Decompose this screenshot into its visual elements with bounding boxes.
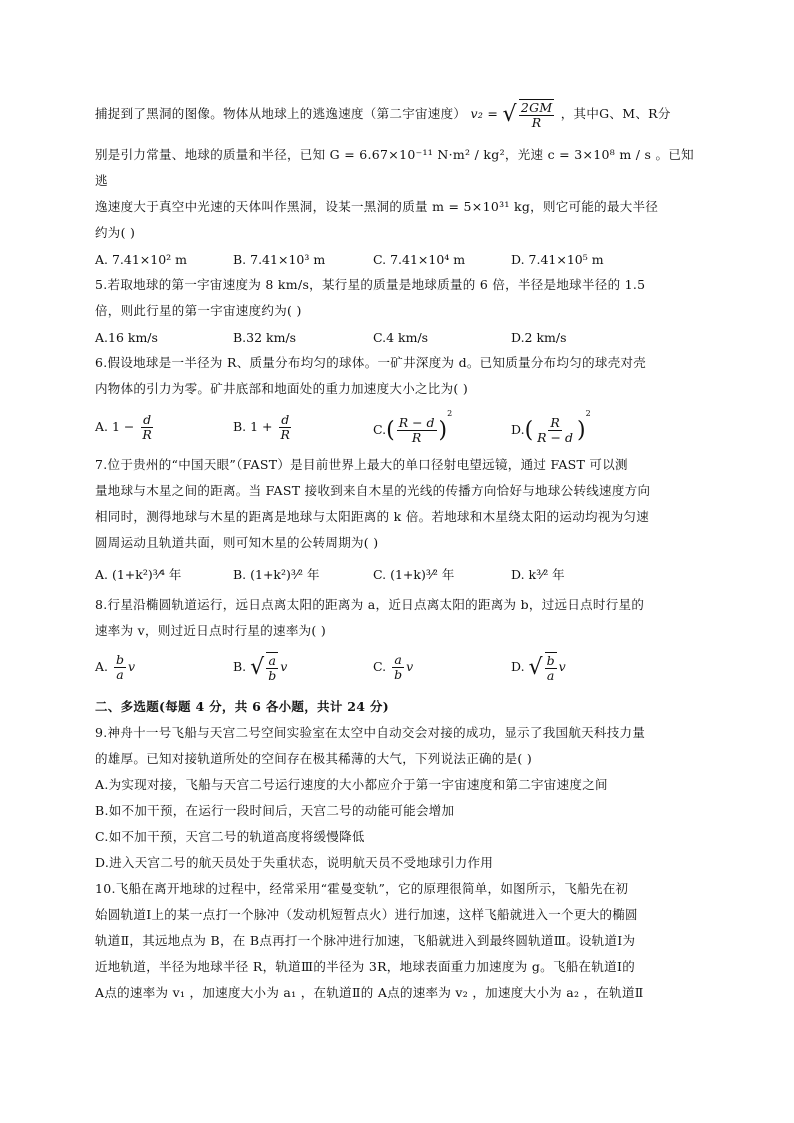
option-d[interactable]: D.2 km/s (511, 329, 567, 345)
q9-stem-line2: 的雄厚。已知对接轨道所处的空间存在极其稀薄的大气，下列说法正确的是( ) (95, 751, 533, 766)
var-v: v (280, 658, 288, 674)
q10-stem-line1: 10.飞船在离开地球的过程中，经常采用“霍曼变轨”，它的原理很简单，如图所示，飞船先在初 (95, 881, 629, 896)
exponent: 2 (447, 409, 453, 418)
q4-stem-line3: 逸速度大于真空中光速的天体叫作黑洞，设某一黑洞的质量 m = 5×10³¹ kg，则它可能的最大半径 (95, 199, 659, 214)
numerator: d (143, 411, 152, 427)
sqrt-formula: √ $\frac{2GM}{R}$ (502, 100, 553, 130)
q8-options (95, 644, 700, 690)
q6-stem-line1: 6.假设地球是一半径为 R、质量分布均匀的球体。一矿井深度为 d。已知质量分布均匀的球壳对壳 (95, 355, 647, 370)
option-d[interactable]: D. 7.41×10⁵ m (511, 251, 604, 267)
option-prefix: B. 1 + (233, 418, 273, 434)
section-heading: 二、多选题(每题 4 分，共 6 各小题，共计 24 分) (95, 699, 389, 714)
text: 捕捉到了黑洞的图像。物体从地球上的逃逸速度（第二宇宙速度） (95, 106, 467, 121)
numerator: d (281, 411, 290, 427)
q10-stem-line3: 轨道Ⅱ，其远地点为 B，在 B点再打一个脉冲进行加速，飞船就进入到最终圆轨道Ⅲ。设轨道Ⅰ为 (95, 933, 636, 948)
option-b[interactable]: B. √ $\frac{a}{b}$ v (233, 652, 288, 683)
numerator: b (116, 651, 125, 667)
q5-stem-line1: 5.若取地球的第一宇宙速度为 8 km/s，某行星的质量是地球质量的 6 倍，半径是地球半径的 1.5 (95, 277, 646, 292)
q5-stem-line2: 倍，则此行星的第一宇宙速度约为( ) (95, 303, 302, 318)
q6-options (95, 402, 700, 452)
formula-numerator: 2GM (520, 100, 553, 115)
option-d[interactable]: D.( $\frac{R}{R - d}$ )$^2$ (511, 409, 591, 445)
q7-stem-line2: 量地球与木星之间的距离。当 FAST 接收到来自木星的光线的传播方向恰好与地球公转线速度方向 (95, 483, 651, 498)
option-prefix: A. 1 − (95, 418, 135, 434)
option-c[interactable]: C. 7.41×10⁴ m (373, 251, 466, 267)
option-prefix: D. (511, 658, 525, 674)
option-b[interactable] (233, 413, 373, 442)
text: ，其中G、M、R分 (560, 106, 671, 121)
q4-options (95, 246, 700, 272)
denominator: R (411, 430, 422, 445)
denominator: b (268, 667, 277, 683)
q5-options (95, 324, 700, 350)
q8-stem-line1: 8.行星沿椭圆轨道运行，远日点离太阳的距离为 a，近日点离太阳的距离为 b，过远日点时行星的 (95, 597, 645, 612)
numerator: R − d (398, 415, 435, 430)
var-v: v (128, 658, 136, 674)
q9-option-d[interactable]: D.进入天宫二号的航天员处于失重状态，说明航天员不受地球引力作用 (95, 855, 494, 870)
option-a[interactable]: A.16 km/s (95, 329, 158, 345)
option-a[interactable] (95, 413, 233, 442)
denominator: R − d (537, 430, 573, 445)
option-prefix: C. (373, 658, 387, 674)
q7-stem-line1: 7.位于贵州的“中国天眼”（FAST）是目前世界上最大的单口径射电望远镜，通过 FAST 可以测 (95, 457, 628, 472)
q4-stem-line2: 别是引力常量、地球的质量和半径，已知 G = 6.67×10⁻¹¹ N·m² / kg²，光速 c = 3×10⁸ m / s 。已知逃 (95, 147, 694, 188)
formula-denominator: R (531, 115, 542, 130)
option-c[interactable]: C.4 km/s (373, 329, 429, 345)
math-v2: v₂ = (470, 106, 499, 121)
q10-stem-line2: 始圆轨道Ⅰ上的某一点打一个脉冲（发动机短暂点火）进行加速，这样飞船就进入一个更大的椭圆 (95, 907, 638, 922)
option-prefix: B. (233, 658, 247, 674)
numerator: a (268, 652, 276, 668)
q9-stem-line1: 9.神舟十一号飞船与天宫二号空间实验室在太空中自动交会对接的成功，显示了我国航天科技力量 (95, 725, 646, 740)
numerator: b (546, 652, 555, 668)
denominator: a (546, 667, 555, 683)
q10-stem-line4: 近地轨道，半径为地球半径 R，轨道Ⅲ的半径为 3R，地球表面重力加速度为 g。飞船在轨道Ⅰ的 (95, 959, 635, 974)
q7-options (95, 556, 700, 592)
option-b[interactable]: B. 7.41×10³ m (233, 251, 326, 267)
q9-option-c[interactable]: C.如不加干预，天宫二号的轨道高度将缓慢降低 (95, 829, 365, 844)
denominator: R (280, 426, 290, 442)
q7-stem-line4: 圆周运动且轨道共面，则可知木星的公转周期为( ) (95, 535, 379, 550)
denominator: a (116, 666, 124, 682)
option-b[interactable]: B. (1+k²)³⁄² 年 (233, 567, 320, 582)
q4-stem-line1 (95, 92, 700, 136)
q7-stem-line3: 相同时，测得地球与木星的距离是地球与太阳距离的 k 倍。若地球和木星绕太阳的运动均视为匀速 (95, 509, 650, 524)
q8-stem-line2: 速率为 v，则过近日点时行星的速率为( ) (95, 623, 327, 638)
denominator: R (142, 426, 152, 442)
document-page (95, 92, 700, 1006)
option-prefix: A. (95, 658, 109, 674)
option-prefix: C. (373, 422, 387, 437)
numerator: a (394, 651, 402, 667)
q9-option-b[interactable]: B.如不加干预，在运行一段时间后，天宫二号的动能可能会增加 (95, 803, 455, 818)
option-a[interactable] (95, 653, 233, 682)
q4-stem-line4: 约为( ) (95, 225, 136, 240)
option-b[interactable]: B.32 km/s (233, 329, 297, 345)
var-v: v (558, 658, 566, 674)
option-a[interactable]: A. (1+k²)³⁄⁴ 年 (95, 567, 182, 582)
option-a[interactable]: A. 7.41×10² m (95, 251, 188, 267)
option-d[interactable]: D. k³⁄² 年 (511, 567, 565, 582)
option-d[interactable]: D. √ $\frac{b}{a}$ v (511, 652, 566, 683)
q6-stem-line2: 内物体的引力为零。矿井底部和地面处的重力加速度大小之比为( ) (95, 381, 469, 396)
exponent: 2 (585, 409, 591, 418)
option-prefix: D. (511, 422, 525, 437)
option-c[interactable]: C.( $\frac{R - d}{R}$ )$^2$ (373, 409, 453, 445)
numerator: R (550, 415, 560, 430)
option-c[interactable]: C. (1+k)³⁄² 年 (373, 567, 455, 582)
q9-option-a[interactable]: A.为实现对接，飞船与天宫二号运行速度的大小都应介于第一宇宙速度和第二宇宙速度之间 (95, 777, 608, 792)
q10-stem-line5: A点的速率为 v₁ ，加速度大小为 a₁ ，在轨道Ⅱ的 A点的速率为 v₂ ，加速度大小为 a₂ ，在轨道Ⅱ (95, 985, 644, 1000)
option-c[interactable] (373, 653, 511, 682)
var-v: v (406, 658, 414, 674)
denominator: b (394, 666, 403, 682)
